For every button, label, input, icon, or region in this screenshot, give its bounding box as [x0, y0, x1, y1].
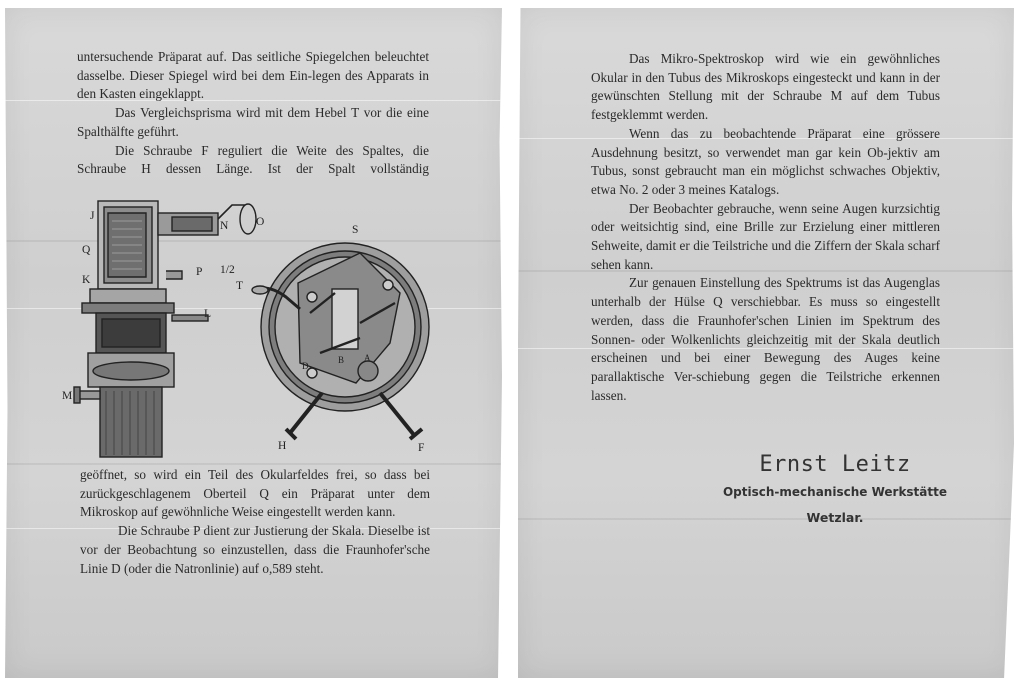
- signature-city: Wetzlar.: [806, 510, 864, 525]
- spectroscope-side-view: [74, 201, 256, 457]
- label-P: P: [196, 266, 203, 278]
- signature-subtitle: Optisch-mechanische Werkstätte: [722, 485, 948, 499]
- left-bottom-text: [80, 466, 430, 578]
- label-Q: Q: [82, 244, 91, 256]
- left-paragraph-1: untersuchende Präparat auf. Das seitliche Spiegelchen beleuchtet dasselbe. Dieser Spiegel wird bei dem Ein-legen des Apparats in den Kasten eingeklappt.: [77, 49, 429, 102]
- right-text: [591, 50, 940, 405]
- left-paragraph-2: Das Vergleichsprisma wird mit dem Hebel T vor die eine Spalthälfte geführt.: [77, 105, 429, 139]
- label-F: F: [418, 442, 425, 454]
- label-K: K: [82, 274, 91, 286]
- label-T: T: [236, 280, 244, 292]
- right-paragraph-3: Der Beobachter gebrauche, wenn seine Augen kurzsichtig oder weitsichtig sind, eine Brille zur Erzielung einer mittleren Sehweite, damit er die Teilstriche und die Ziffern der Skala scharf sehen kann.: [591, 200, 940, 272]
- right-paragraph-4: Zur genauen Einstellung des Spektrums ist das Augenglas unterhalb der Hülse Q verschiebbar. Es muss so eingestellt werden, dass die Fraunhofer'schen Linien im Spektrum des Sonnen- oder Wolkenlichts gleichzeitig mit der Skala deutlich erscheinen und bei einer Bewegung des Auges keine parallaktische Ver-schiebung gegen die Teilstriche erkennen lassen.: [591, 275, 940, 403]
- left-paragraph-4: geöffnet, so wird ein Teil des Okularfeldes frei, so dass bei zurückgeschlagenem Oberteil Q ein Präparat unter dem Mikroskop auf gewöhnliche Weise eingestellt werden kann.: [80, 467, 430, 520]
- label-S: S: [352, 224, 359, 236]
- left-top-text: [77, 48, 429, 179]
- label-O: O: [256, 216, 265, 228]
- right-paragraph-1: Das Mikro-Spektroskop wird wie ein gewöhnliches Okular in den Tubus des Mikroskops eingesteckt und kann in der gewünschten Stellung mit der Schraube M auf dem Tubus festgeklemmt werden.: [591, 51, 940, 123]
- label-M: M: [62, 390, 73, 402]
- spectroscope-top-view: [252, 243, 429, 439]
- label-N: N: [220, 220, 229, 232]
- right-paragraph-2: Wenn das zu beobachtende Präparat eine grössere Ausdehnung besitzt, so verwendet man gar kein Ob-jektiv am Tubus, sonst gebraucht man ein möglichst schwaches Objektiv, etwa No. 2 oder 3 meines Katalogs.: [591, 125, 940, 197]
- label-inner-D: D: [302, 361, 309, 371]
- left-paragraph-3: Die Schraube F reguliert die Weite des Spaltes, die Schraube H dessen Länge. Ist der Spalt vollständig: [77, 142, 429, 177]
- left-paragraph-5: Die Schraube P dient zur Justierung der Skala. Dieselbe ist vor der Beobachtung so einzustellen, dass die Fraunhofer'sche Linie D (oder die Natronlinie) auf o,589 steht.: [80, 523, 430, 576]
- label-fraction: 1/2: [220, 264, 235, 276]
- signature-name: Ernst Leitz: [759, 452, 911, 477]
- spectroscope-illustration: [60, 193, 440, 461]
- label-H: H: [278, 440, 287, 452]
- label-inner-A: A: [364, 353, 371, 363]
- label-L: L: [204, 308, 212, 320]
- label-J: J: [90, 210, 95, 222]
- label-inner-B: B: [338, 355, 345, 365]
